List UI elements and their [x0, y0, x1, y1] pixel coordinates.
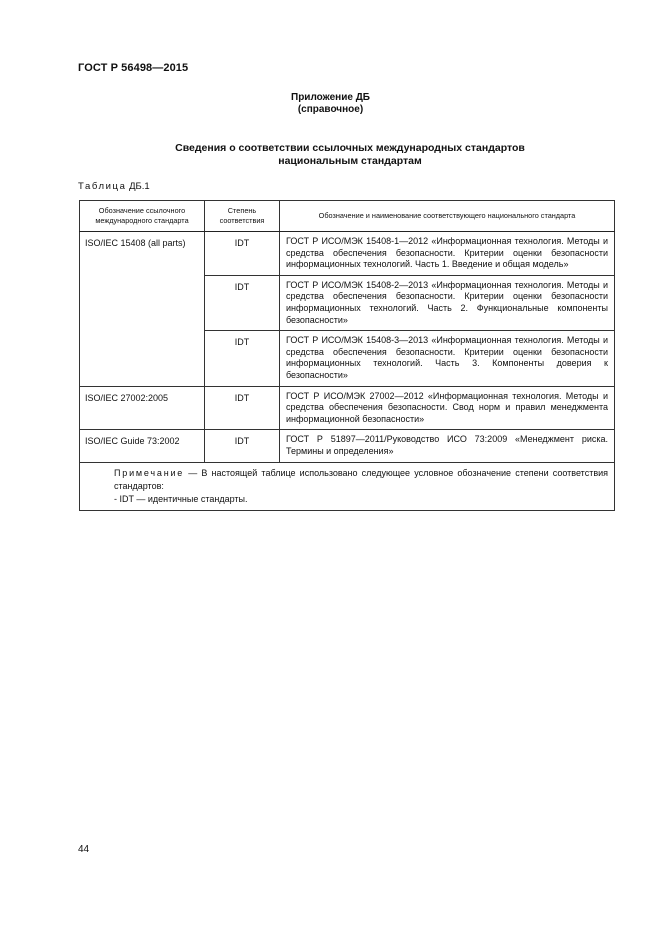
section-title [60, 142, 640, 168]
page-number: 44 [78, 844, 90, 855]
national-standard-cell: ГОСТ Р ИСО/МЭК 15408-2—2013 «Информационная технология. Методы и средства обеспечения безопасности. Критерии оценки безопасности информационных технологий. Часть 2. Функциональные компоненты безопасности» [280, 275, 615, 330]
header-degree [205, 201, 280, 232]
header-intl-line-1: Обозначение ссылочного [98, 206, 186, 215]
intl-standard-cell: ISO/IEC Guide 73:2002 [80, 430, 205, 462]
appendix-subtitle: (справочное) [297, 104, 364, 115]
intl-standard-cell: ISO/IEC 27002:2005 [80, 386, 205, 430]
header-intl-line-2: международного стандарта [95, 216, 189, 225]
table-note [80, 462, 615, 510]
section-title-line-2: национальным стандартам [278, 155, 422, 167]
table-row [80, 232, 615, 276]
degree-cell: IDT [205, 430, 280, 462]
table-note-row [80, 462, 615, 510]
header-degree-line-2: соответствия [219, 216, 265, 225]
standards-correspondence-table [79, 200, 615, 511]
note-paragraph [86, 467, 608, 493]
note-text: — В настоящей таблице использовано следующее условное обозначение степени соответствия стандартов: [114, 467, 608, 491]
degree-cell: IDT [205, 275, 280, 330]
table-caption [78, 181, 150, 192]
intl-standard-cell: ISO/IEC 15408 (all parts) [80, 232, 205, 387]
document-code: ГОСТ Р 56498—2015 [78, 62, 189, 74]
header-national-standard: Обозначение и наименование соответствующего национального стандарта [280, 201, 615, 232]
table-header-row [80, 201, 615, 232]
section-title-line-1: Сведения о соответствии ссылочных международных стандартов [175, 142, 525, 154]
table-caption-number: ДБ.1 [129, 181, 150, 192]
national-standard-cell: ГОСТ Р ИСО/МЭК 15408-3—2013 «Информационная технология. Методы и средства обеспечения безопасности. Критерии оценки безопасности информационных технологий. Часть 3. Компоненты доверия к безопасности» [280, 331, 615, 386]
header-degree-line-1: Степень [227, 206, 257, 215]
degree-cell: IDT [205, 386, 280, 430]
note-label: Примечание [114, 467, 185, 478]
national-standard-cell: ГОСТ Р ИСО/МЭК 27002—2012 «Информационная технология. Методы и средства обеспечения безопасности. Свод норм и правил менеджмента информационной безопасности» [280, 386, 615, 430]
header-intl-standard [80, 201, 205, 232]
national-standard-cell: ГОСТ Р 51897—2011/Руководство ИСО 73:2009 «Менеджмент риска. Термины и определения» [280, 430, 615, 462]
national-standard-cell: ГОСТ Р ИСО/МЭК 15408-1—2012 «Информационная технология. Методы и средства обеспечения безопасности. Критерии оценки безопасности информационных технологий. Часть 1. Введение и общая модель» [280, 232, 615, 276]
note-item: - IDT — идентичные стандарты. [114, 493, 248, 504]
degree-cell: IDT [205, 232, 280, 276]
degree-cell: IDT [205, 331, 280, 386]
table-row [80, 386, 615, 430]
table-row [80, 430, 615, 462]
appendix-title: Приложение ДБ [291, 92, 370, 103]
table-caption-label: Таблица [78, 181, 127, 192]
